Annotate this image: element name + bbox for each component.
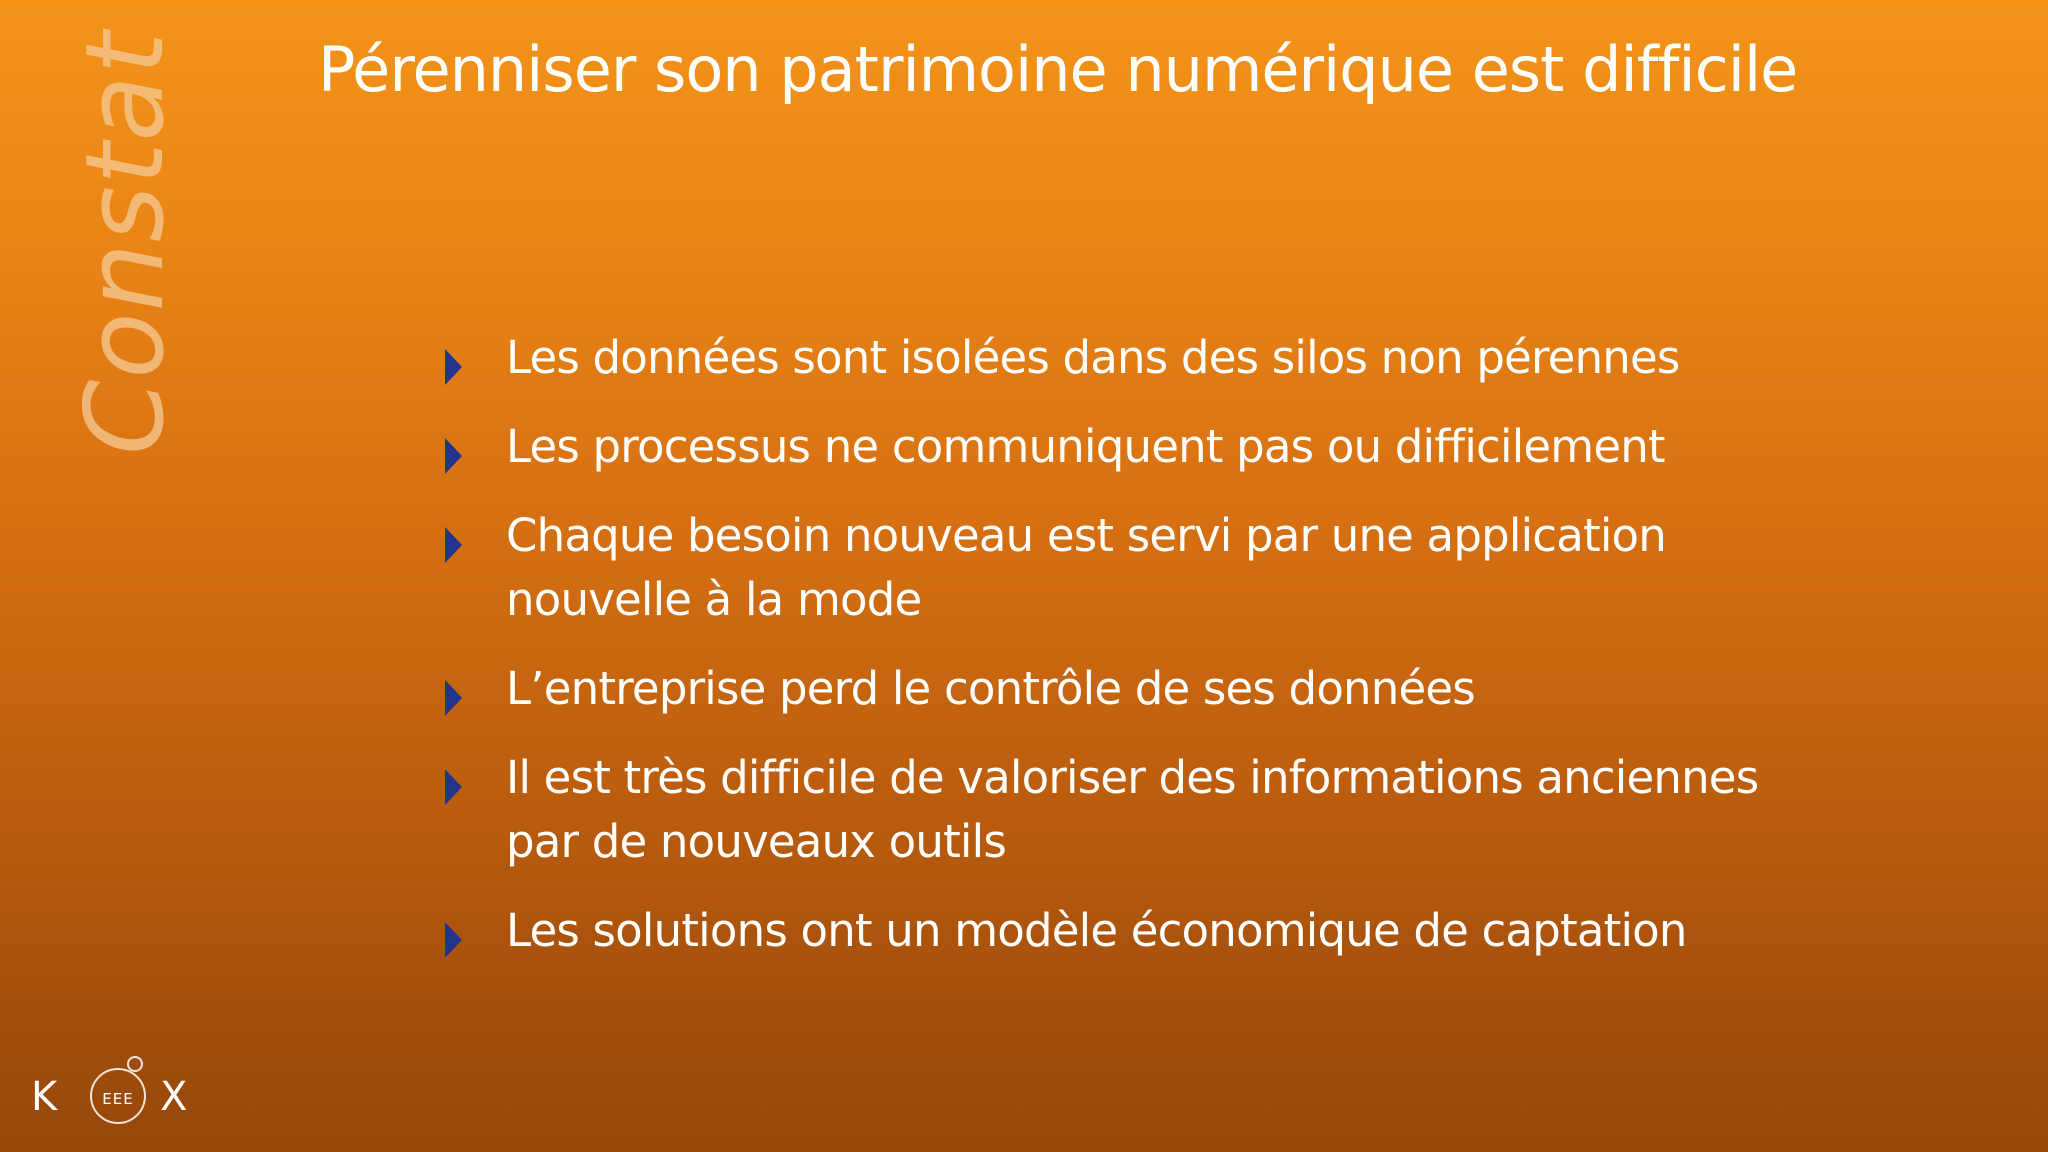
bullet-item bbox=[440, 899, 1860, 963]
triangle-right-icon bbox=[445, 527, 462, 563]
logo-letter-k: K bbox=[31, 1074, 58, 1120]
triangle-right-icon bbox=[445, 680, 462, 716]
slide-title: Pérenniser son patrimoine numérique est difficile bbox=[318, 33, 1798, 106]
bullet-item bbox=[440, 326, 1860, 390]
bullet-item bbox=[440, 504, 1860, 632]
bullet-text: Il est très difficile de valoriser des informations anciennes par de nouveaux outils bbox=[506, 751, 1759, 868]
triangle-right-icon bbox=[445, 438, 462, 474]
logo-letters-eee: EEE bbox=[102, 1090, 134, 1108]
bullet-item bbox=[440, 415, 1860, 479]
keeex-logo bbox=[28, 1040, 208, 1130]
bullet-item bbox=[440, 746, 1860, 874]
bullet-text: L’entreprise perd le contrôle de ses données bbox=[506, 662, 1475, 715]
bullet-text: Les données sont isolées dans des silos non pérennes bbox=[506, 331, 1680, 384]
logo-dot bbox=[128, 1057, 142, 1071]
triangle-right-icon bbox=[445, 769, 462, 805]
bullet-list bbox=[440, 326, 1860, 988]
bullet-text: Les solutions ont un modèle économique de captation bbox=[506, 904, 1687, 957]
triangle-right-icon bbox=[445, 922, 462, 958]
bullet-text: Chaque besoin nouveau est servi par une application nouvelle à la mode bbox=[506, 509, 1666, 626]
section-label: Constat bbox=[63, 30, 188, 455]
logo-letter-x: X bbox=[160, 1074, 188, 1120]
bullet-item bbox=[440, 657, 1860, 721]
triangle-right-icon bbox=[445, 349, 462, 385]
bullet-text: Les processus ne communiquent pas ou difficilement bbox=[506, 420, 1665, 473]
